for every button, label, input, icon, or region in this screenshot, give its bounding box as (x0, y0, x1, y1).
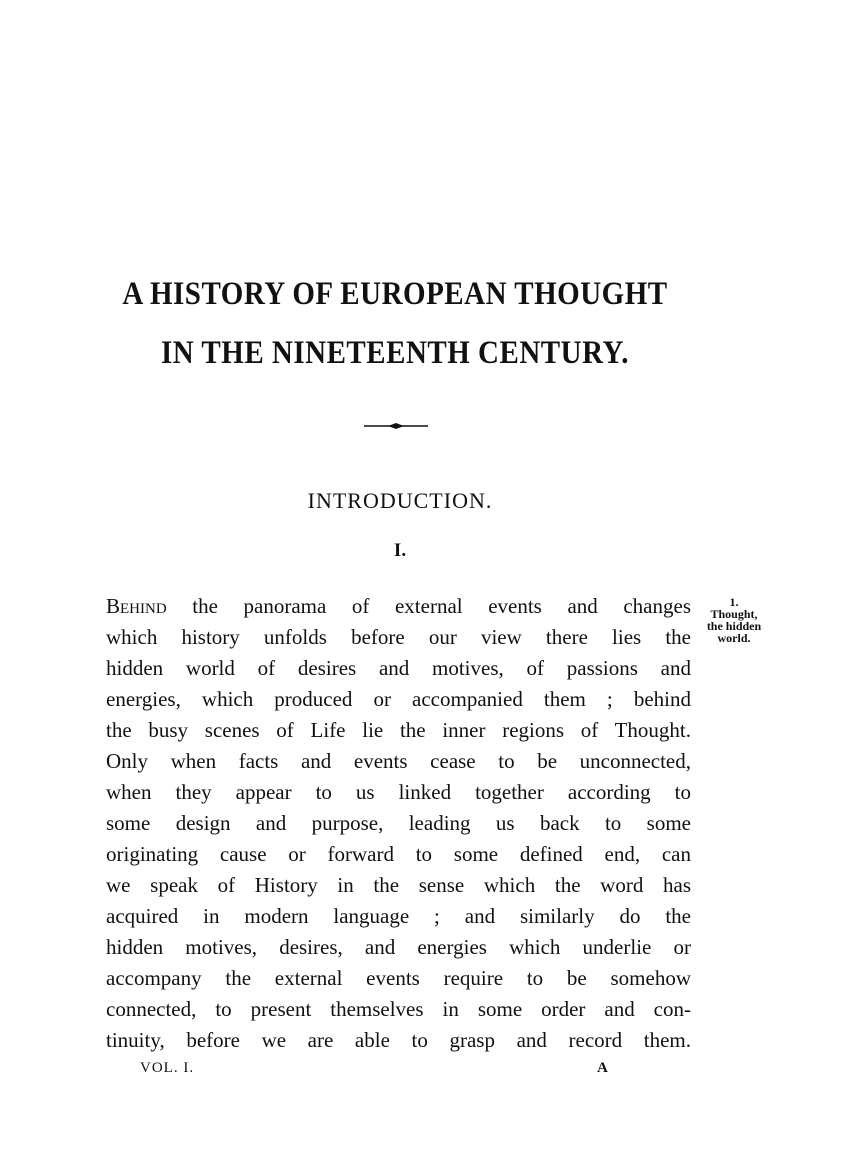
section-heading: INTRODUCTION. (307, 488, 493, 513)
body-line: accompany the external events require to be somehow (106, 966, 691, 990)
title-line-1: A HISTORY OF EUROPEAN THOUGHT (122, 276, 668, 312)
section-numeral: I. (393, 540, 407, 561)
body-line: originating cause or forward to some defined end, can (106, 842, 691, 866)
body-line: hidden world of desires and motives, of passions and (106, 656, 691, 680)
marginal-note-number: 1. (729, 595, 739, 609)
marginal-note (694, 596, 774, 644)
body-line: energies, which produced or accompanied them ; behind (106, 687, 691, 711)
body-line: tinuity, before we are able to grasp and record them. (106, 1028, 691, 1052)
marginal-note-line: world. (717, 631, 751, 645)
marginal-note-line: the hidden (706, 619, 762, 633)
volume-label: VOL. I. (140, 1060, 195, 1076)
body-paragraph (106, 591, 691, 1056)
marginal-note-line: Thought, (710, 607, 758, 621)
body-line: we speak of History in the sense which the word has (106, 873, 691, 897)
body-line: the busy scenes of Life lie the inner regions of Thought. (106, 718, 691, 742)
ornament-rule-icon (362, 419, 430, 433)
opening-word: Behind (106, 594, 167, 618)
signature-mark: A (597, 1060, 608, 1076)
body-line: Only when facts and events cease to be unconnected, (106, 749, 691, 773)
title-line-2: IN THE NINETEENTH CENTURY. (160, 335, 630, 371)
body-line: which history unfolds before our view there lies the (106, 625, 691, 649)
body-line: connected, to present themselves in some order and con- (106, 997, 691, 1021)
body-line: acquired in modern language ; and similarly do the (106, 904, 691, 928)
body-line: hidden motives, desires, and energies which underlie or (106, 935, 691, 959)
body-line: when they appear to us linked together according to (106, 780, 691, 804)
body-line: Behind the panorama of external events and changes (106, 594, 691, 618)
body-line: some design and purpose, leading us back to some (106, 811, 691, 835)
